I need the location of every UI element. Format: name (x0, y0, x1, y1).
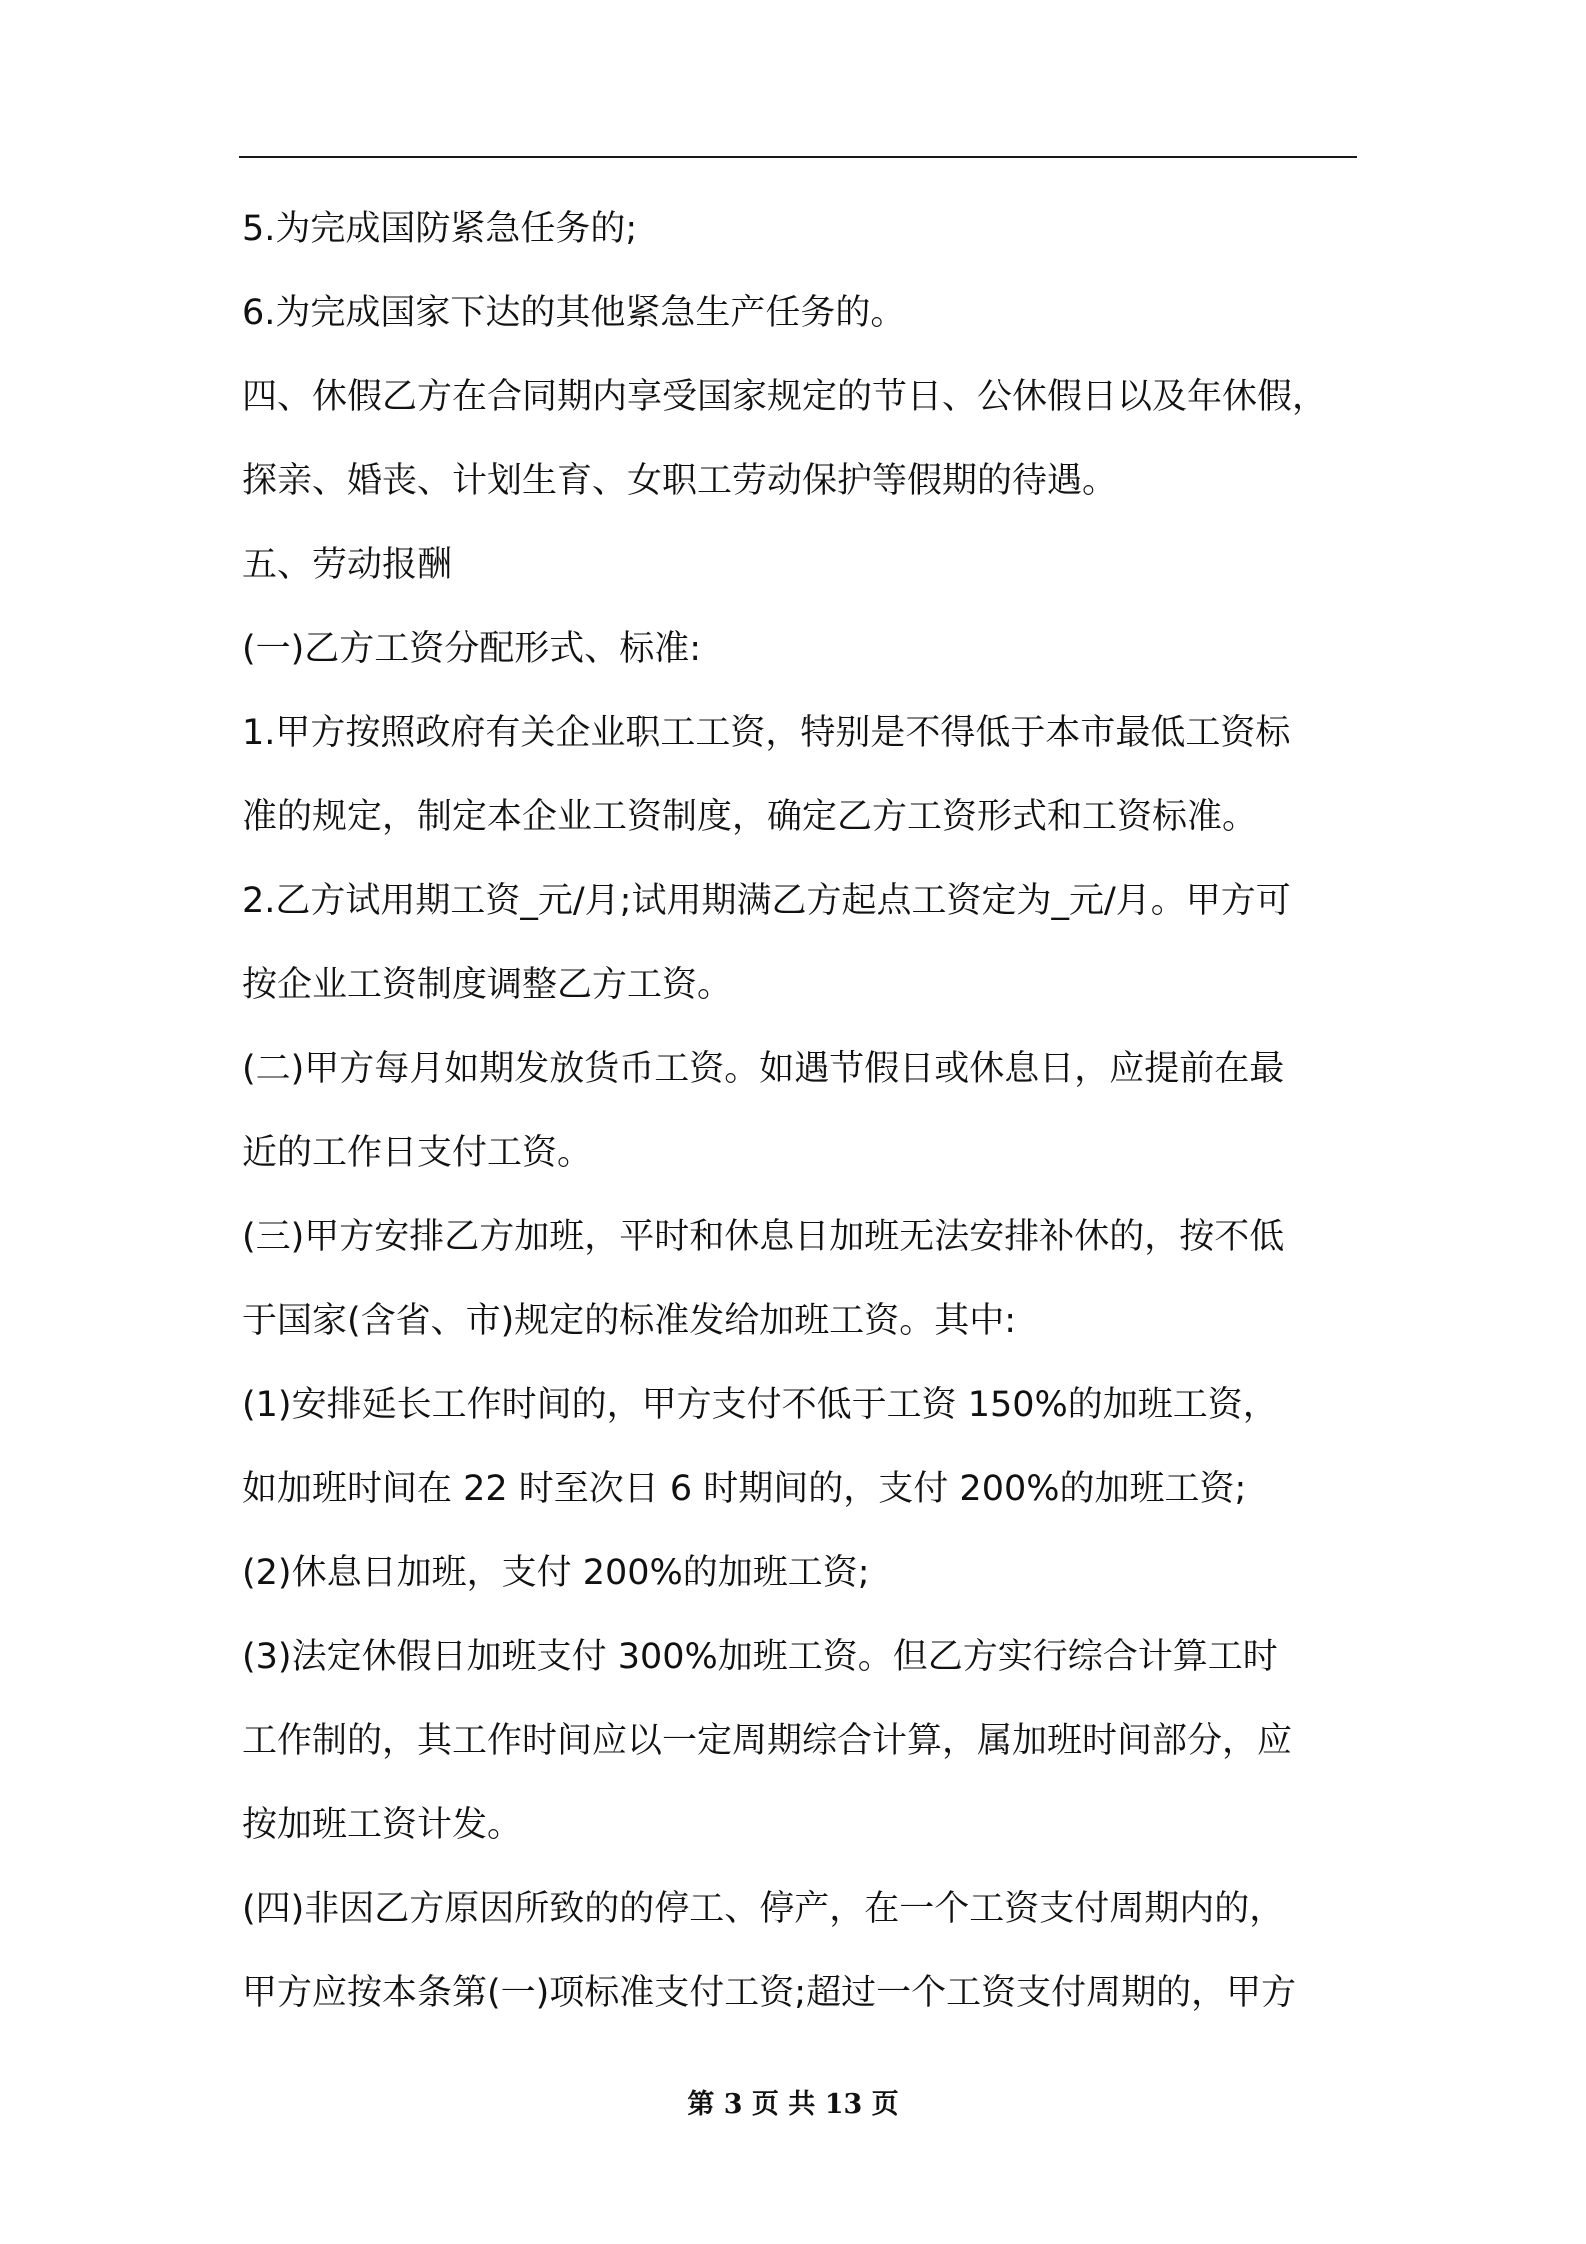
text-line: 探亲、婚丧、计划生育、女职工劳动保护等假期的待遇。 (242, 461, 1118, 501)
text-line: 按企业工资制度调整乙方工资。 (242, 965, 733, 1005)
text-line: 6.为完成国家下达的其他紧急生产任务的。 (242, 293, 906, 333)
text-line: 1.甲方按照政府有关企业职工工资，特别是不得低于本市最低工资标 (242, 713, 1291, 753)
text-line: 按加班工资计发。 (242, 1805, 523, 1845)
text-line: 如加班时间在 22 时至次日 6 时期间的，支付 200%的加班工资; (242, 1469, 1247, 1509)
text-line: 近的工作日支付工资。 (242, 1133, 593, 1173)
text-line: 四、休假乙方在合同期内享受国家规定的节日、公休假日以及年休假， (242, 377, 1328, 417)
text-line: (一)乙方工资分配形式、标准: (242, 629, 702, 669)
text-line: 准的规定，制定本企业工资制度，确定乙方工资形式和工资标准。 (242, 797, 1258, 837)
text-line: (2)休息日加班，支付 200%的加班工资; (242, 1553, 870, 1593)
text-line: 2.乙方试用期工资_元/月;试用期满乙方起点工资定为_元/月。甲方可 (242, 881, 1291, 921)
text-line: 5.为完成国防紧急任务的; (242, 209, 638, 249)
text-line: (3)法定休假日加班支付 300%加班工资。但乙方实行综合计算工时 (242, 1637, 1278, 1677)
text-line: (三)甲方安排乙方加班，平时和休息日加班无法安排补休的，按不低 (242, 1217, 1285, 1257)
text-line: (1)安排延长工作时间的，甲方支付不低于工资 150%的加班工资， (242, 1385, 1278, 1425)
text-line: (四)非因乙方原因所致的的停工、停产，在一个工资支付周期内的， (242, 1889, 1285, 1929)
text-line: 于国家(含省、市)规定的标准发给加班工资。其中: (242, 1301, 1017, 1341)
page-number: 第 3 页 共 13 页 (687, 2089, 899, 2120)
text-line: 甲方应按本条第(一)项标准支付工资;超过一个工资支付周期的，甲方 (242, 1973, 1297, 2013)
text-line: 工作制的，其工作时间应以一定周期综合计算，属加班时间部分，应 (242, 1721, 1293, 1761)
document-body (242, 196, 1358, 2044)
text-line: 五、劳动报酬 (242, 545, 453, 585)
header-rule (239, 156, 1357, 158)
text-line: (二)甲方每月如期发放货币工资。如遇节假日或休息日，应提前在最 (242, 1049, 1285, 1089)
